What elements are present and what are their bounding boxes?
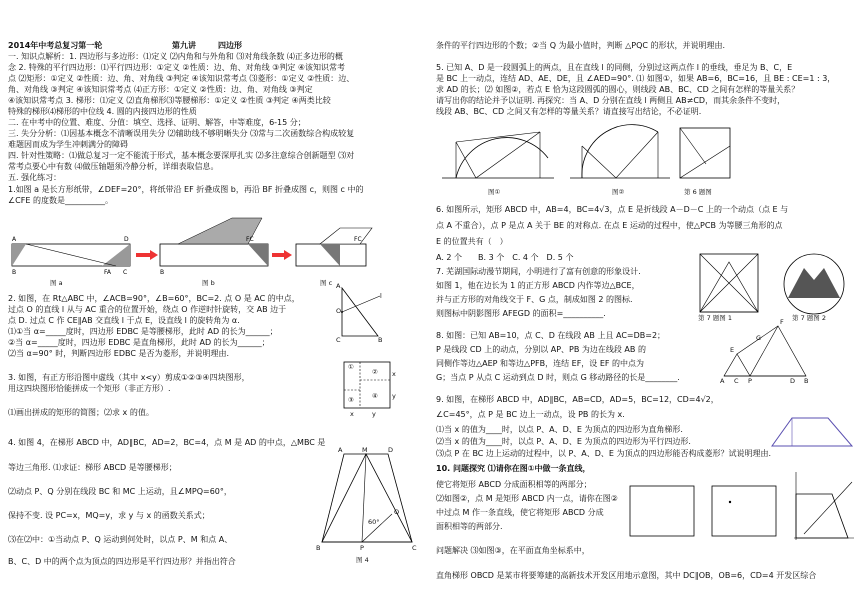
- q10-text: 中过点 M 作一条直线，使它将矩形 ABCD 分成: [436, 508, 604, 517]
- label-P: P: [748, 377, 752, 385]
- intro-line: 难题因而成为学生冲刺满分的障碍: [8, 140, 128, 149]
- q7-figures: [692, 250, 852, 320]
- q7-text: 7. 芜湖国际动漫节期间，小明进行了富有创意的形象设计.: [436, 267, 641, 276]
- q10-heading: 10. 问题探究 ⑴请你在图①中做一条直线，: [436, 464, 591, 473]
- label-A: A: [720, 377, 725, 385]
- intro-line: 特殊的梯形⑷梯形的中位线 4. 圆的内接四边形的性质: [8, 107, 197, 116]
- bottom-x: x: [350, 410, 354, 418]
- side-y: y: [392, 392, 396, 400]
- q9-text: ⑵当 x 的值为____时，以点 P、A、D、E 为顶点的四边形为平行四边形.: [436, 437, 691, 446]
- q5-text: 请写出你的结论并予以证明. 再探究：当 A、D 分别在直线 l 两侧且 AB≠CD，而其余条件不变时，: [436, 96, 786, 105]
- q2-text: ②当 α=_____度时，四边形 EDBC 是直角梯形，此时 AD 的长为______；: [8, 338, 270, 347]
- intro-line: 常考点要心中有数 ⑷做压轴题须冷静分析，详细表取信息。: [8, 162, 219, 171]
- label-Q: Q: [394, 508, 400, 516]
- fig7-1-caption: 第 7 题图 1: [698, 314, 732, 322]
- right-column: [430, 0, 860, 607]
- intro-line: 角、对角线 ③判定 ④该知识常考点 ⑷正方形：①定义 ②性质：边、角、对角线 ③判定: [8, 85, 313, 94]
- piece-4: ④: [372, 392, 378, 400]
- q3-figure: [338, 358, 398, 420]
- label-D: D: [388, 446, 394, 454]
- q3-text: ⑴画出拼成的矩形的简图；⑵求 x 的值。: [8, 408, 154, 417]
- q1-text: 1.如图 a 是长方形纸带，∠DEF=20°，将纸带沿 EF 折叠成图 b，再沿 BF 折叠成图 c，则图 c 中的: [8, 185, 364, 194]
- rectangle-coordinate-diagrams: [626, 468, 856, 544]
- svg-text:B: B: [160, 269, 165, 276]
- label-B: B: [378, 336, 383, 344]
- q4-text: ⑶在⑵中：①当动点 P、Q 运动到何处时，以点 P、M 和点 A、: [8, 535, 233, 544]
- svg-text:FA: FA: [104, 269, 112, 276]
- q9-text: ⑴当 x 的值为____时，以点 P、A、D、E 为顶点的四边形为直角梯形.: [436, 425, 683, 434]
- trapezoid-diagram: [768, 412, 856, 452]
- q8-text: 同侧作等边△AEP 和等边△PFB，连结 EF，设 EF 的中点为: [436, 359, 645, 368]
- label-O: O: [336, 307, 342, 315]
- q4-text: ⑵动点 P、Q 分别在线段 BC 和 MC 上运动，且∠MPQ=60°，: [8, 487, 232, 496]
- q10-text: 面积相等的两部分.: [436, 522, 503, 531]
- q2-text: ⑴①当 α=_____度时，四边形 EDBC 是等腰梯形，此时 AD 的长为______；: [8, 327, 278, 336]
- q6-text: A. 2 个 B. 3 个 C. 4 个 D. 5 个: [436, 253, 574, 262]
- q9-text: ∠C=45°，点 P 是 BC 边上一动点，设 PB 的长为 x.: [436, 410, 625, 419]
- intro-line: 点 ⑵矩形：①定义 ②性质：边、角、对角线 ③判定 ④该知识常考点 ⑶菱形：①定义 ②性质：边、: [8, 74, 355, 83]
- q8-text: P 是线段 CD 上的动点，分别以 AP、PB 为边在线段 AB 的: [436, 345, 646, 354]
- right-triangle-diagram: [336, 282, 386, 344]
- intro-line: ④该知识常考点 3. 梯形：⑴定义 ⑵直角梯形⑶等腰梯形：①定义 ②性质 ③判定 ④两类比较: [8, 96, 331, 105]
- svg-text:C: C: [123, 269, 128, 276]
- label-C: C: [336, 336, 341, 344]
- q4-text: B、C、D 中的两个点为顶点的四边形是平行四边形？并指出符合: [8, 557, 236, 566]
- q4-text: 4. 如图 4，在梯形 ABCD 中，AD∥BC，AD=2，BC=4，点 M 是 AD 的中点，△MBC 是: [8, 438, 326, 447]
- svg-text:A: A: [12, 236, 17, 243]
- piece-2: ②: [372, 368, 378, 376]
- q3-text: 用这四块图形恰能拼成一个矩形（非正方形）.: [8, 384, 171, 393]
- header-title: 2014年中考总复习第一轮: [8, 41, 103, 50]
- fig6-caption: 第 6 题图: [684, 188, 712, 196]
- square-cut-diagram: [338, 358, 398, 420]
- q5-text: 求 AD 的长；⑵ 如图②，若点 E 恰为这段圆弧的圆心，则线段 AB、BC、CD 之间有怎样的等量关系？: [436, 85, 800, 94]
- q5-text: 是 BC 上一动点，连结 AD、AE、DE，且 ∠AED=90°. ⑴ 如图①，如果 AB=6，BC=16，且 BE : CE=1 : 3，: [436, 74, 836, 83]
- lecture-topic: 四边形: [218, 41, 242, 50]
- q1-text: ∠CFE 的度数是__________。: [8, 196, 113, 205]
- q9-figure: [768, 412, 856, 452]
- label-B: B: [316, 544, 321, 552]
- q7-text: 如图 1，他在边长为 1 的正方形 ABCD 内作等边△BCE，: [436, 281, 640, 290]
- q4-text: 等边三角形. ⑴求证：梯形 ABCD 是等腰梯形；: [8, 463, 177, 472]
- label-E: E: [730, 346, 735, 354]
- fig-a-caption: 图 a: [50, 279, 63, 287]
- label-A: A: [338, 446, 343, 454]
- q5-text: 线段 AB、BC、CD 之间又有怎样的等量关系？请直接写出结论，不必证明.: [436, 107, 702, 116]
- fold-strip-diagram: [10, 206, 390, 288]
- label-F: F: [780, 318, 784, 326]
- label-G: G: [756, 334, 762, 342]
- intro-line: 二. 在中考中的位置、难度、分值：填空、选择、证明、解答，中等难度，6-15 分；: [8, 118, 306, 127]
- q4-text: 保持不变. 设 PC=x，MQ=y，求 y 与 x 的函数关系式；: [8, 511, 210, 520]
- fig-c-caption: 图 c: [320, 279, 333, 287]
- q1-figures: [10, 206, 390, 288]
- intro-line: 念 2. 特殊的平行四边形：⑴平行四边形：①定义 ②性质：边、角、对角线 ③判定 ④该知识常考: [8, 63, 346, 72]
- label-C: C: [412, 544, 417, 552]
- q6-text: E 的位置共有（ ）: [436, 237, 508, 246]
- q2-text: ⑵当 α=90° 时，判断四边形 EDBC 是否为菱形，并说明理由.: [8, 349, 230, 358]
- q10-text: ⑵如图②，点 M 是矩形 ABCD 内一点，请你在图②: [436, 494, 618, 503]
- q9-text: ⑶点 P 在 BC 边上运动的过程中，以 P、A、D、E 为顶点的四边形能否构成菱形？试说明理由.: [436, 449, 772, 458]
- q8-text: G；当点 P 从点 C 运动到点 D 时，则点 G 移动路径的长是________.: [436, 373, 680, 382]
- square-equilateral-diagram: [692, 250, 852, 320]
- q5-figures: [436, 118, 736, 196]
- label-P: P: [360, 544, 364, 552]
- q10-text: 问题解决 ⑶如图③，在平面直角坐标系中，: [436, 546, 590, 555]
- q7-text: 则图标中阴影图形 AFEGD 的面积=__________.: [436, 309, 606, 318]
- side-x: x: [392, 370, 396, 378]
- fig-b-caption: 图 b: [202, 279, 215, 287]
- piece-1: ①: [348, 363, 354, 371]
- intro-line: 一. 知识点解析：1. 四边形与多边形：⑴定义 ⑵内角和与外角和 ⑶对角线条数 ⑷正多边形的概: [8, 52, 343, 61]
- q2-figure: [336, 282, 386, 344]
- q4-figure: [316, 446, 420, 564]
- q5-text: 5. 已知 A、D 是一段圆弧上的两点，且在直线 l 的同侧，分别过这两点作 l 的垂线，垂足为 B、C，E: [436, 63, 793, 72]
- svg-text:B: B: [12, 269, 17, 276]
- q9-text: 9. 如图，在梯形 ABCD 中，AD∥BC，AB=CD，AD=5，BC=12，CD=4√2，: [436, 395, 719, 404]
- arc-diagrams: [436, 118, 736, 196]
- fig1-caption: 图①: [488, 188, 501, 196]
- label-C: C: [734, 377, 739, 385]
- bottom-y: y: [372, 410, 376, 418]
- svg-text:FC: FC: [354, 236, 362, 243]
- lecture-number: 第九讲: [172, 41, 196, 50]
- intro-line: 五. 强化练习：: [8, 173, 62, 182]
- label-l: l: [380, 292, 382, 300]
- q10-text: 使它将矩形 ABCD 分成面积相等的两部分；: [436, 480, 592, 489]
- svg-text:FC: FC: [246, 236, 254, 243]
- q8-text: 8. 如图：已知 AB=10，点 C、D 在线段 AB 上且 AC=DB=2；: [436, 331, 666, 340]
- piece-3: ③: [348, 396, 354, 404]
- q8-figure: [720, 318, 810, 386]
- label-A: A: [336, 282, 341, 290]
- fig7-2-caption: 第 7 题图 2: [792, 314, 826, 322]
- angle-label: 60°: [368, 518, 380, 526]
- q2-text: 过点 O 的直线 l 从与 AC 重合的位置开始，绕点 O 作逆时针旋转，交 AB 边于: [8, 305, 287, 314]
- q4-continued: 条件的平行四边形的个数；②当 Q 为最小值时，判断 △PQC 的形状，并说明理由.: [436, 41, 726, 50]
- label-M: M: [362, 446, 368, 454]
- fig4-caption: 图 4: [356, 556, 369, 564]
- q2-text: 2. 如图，在 Rt△ABC 中，∠ACB=90°，∠B=60°，BC=2. 点 O 是 AC 的中点，: [8, 294, 300, 303]
- q3-text: 3. 如图，有正方形沿图中虚线（其中 x<y）剪成①②③④四块图形，: [8, 373, 250, 382]
- q10-text: 直角梯形 OBCD 是某市将要筹建的高新技术开发区用地示意图，其中 DC∥OB，OB=6，CD=4 开发区综合: [436, 571, 817, 580]
- label-B: B: [804, 377, 809, 385]
- intro-line: 三. 失分分析：⑴因基本概念不清晰误用失分 ⑵辅助线不够明晰失分 ⑶常与二次函数综合构成较复: [8, 129, 355, 138]
- isosceles-trapezoid-diagram: [316, 446, 420, 556]
- svg-text:D: D: [124, 236, 129, 243]
- fig2-caption: 图②: [612, 188, 625, 196]
- intro-line: 四. 针对性策略：⑴做总复习一定不能流于形式，基本概念要深厚扎实 ⑵多注意综合创新题型 ⑶对: [8, 151, 355, 160]
- label-D: D: [790, 377, 796, 385]
- q6-text: 6. 如图所示，矩形 ABCD 中，AB=4，BC=4√3，点 E 是折线段 A－D－C 上的一个动点（点 E 与: [436, 205, 789, 214]
- q7-text: 并与正方形的对角线交于 F、G 点，制成如图 2 的图标.: [436, 295, 633, 304]
- q6-text: 点 A 不重合），点 P 是点 A 关于 BE 的对称点. 在点 E 运动的过程中，使△PCB 为等腰三角形的点: [436, 221, 783, 230]
- q2-text: 点 D. 过点 C 作 CE∥AB 交直线 l 于点 E，设直线 l 的旋转角为 α.: [8, 316, 240, 325]
- q10-figures: [626, 468, 856, 544]
